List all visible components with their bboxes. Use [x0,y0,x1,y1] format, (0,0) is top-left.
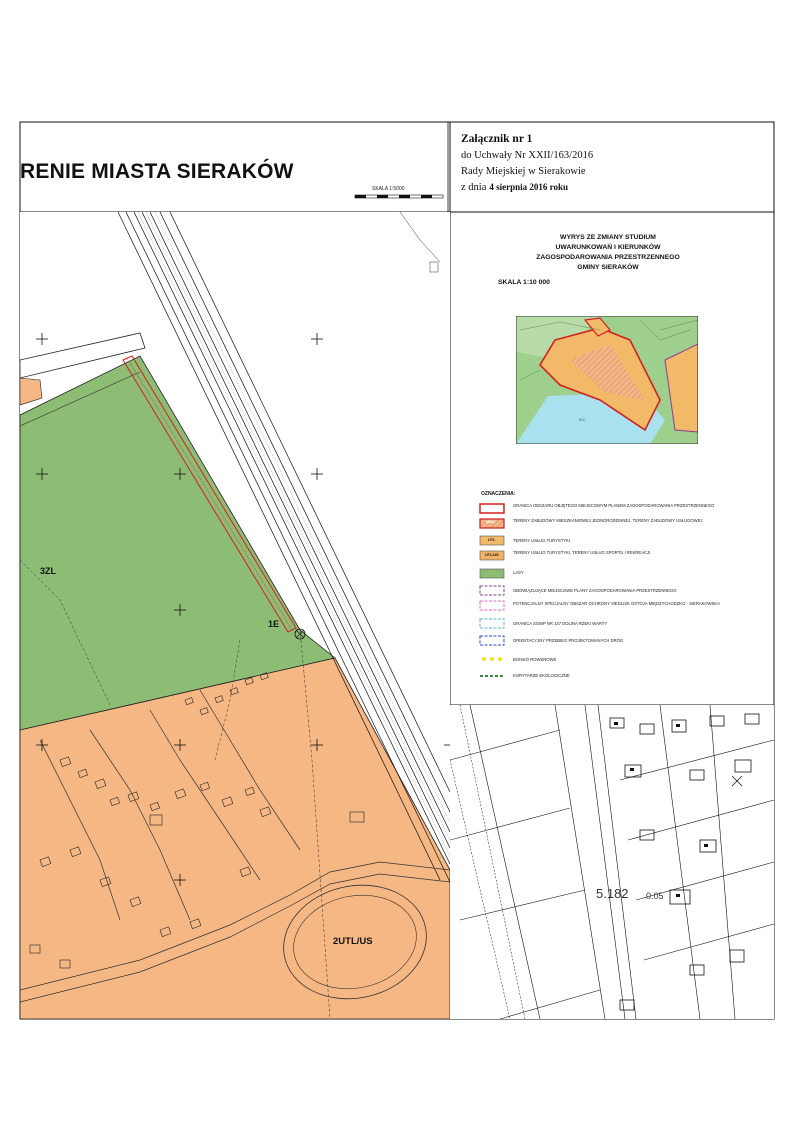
legend-text: LASY [513,570,524,575]
legend-item [480,535,750,549]
legend-code: UTL/US [485,553,499,557]
resolution-date [461,182,761,193]
date-prefix: z dnia [461,182,487,193]
legend-item [480,588,750,602]
map-title: RENIE MIASTA SIERAKÓW [20,160,294,183]
small-scale-bar [355,195,443,198]
legend-text: GRANICA SOWP NR 147 DOLINA RZEKI WARTY [513,621,608,626]
legend-item [480,621,750,635]
legend-title: OZNACZENIA: [481,491,516,497]
inset-map [516,316,698,444]
extract-line-4: GMINY SIERAKÓW [577,264,639,271]
legend-item [480,518,750,532]
infra-label: 1E [268,619,280,629]
legend-text: POTENCJALNY SPECJALNY OBSZAR OCHRONY SIEDLISK OSTOJA MIĘDZYCHODZKO - SIERAKOWSKA [513,601,721,606]
annex-header [461,133,761,198]
coordinate-tail-label: 0.05 [646,891,664,901]
extract-scale: SKALA 1:10 000 [498,279,550,286]
legend-item [480,601,750,615]
legend-text: TERENY USŁUG TURYSTYKI, TERENY USŁUG SPORTU I REKREACJI [513,550,651,555]
legend-item [480,570,750,584]
legend-text: OBOWIĄZUJĄCE MIEJSCOWE PLANY ZAGOSPODAROWANIA PRZESTRZENNEGO [513,588,677,593]
extract-title [510,233,706,273]
extract-line-2: UWARUNKOWAŃ I KIERUNKÓW [555,244,661,251]
extract-line-1: WYRYS ZE ZMIANY STUDIUM [560,234,656,241]
date-value: 4 sierpnia 2016 roku [489,182,568,192]
legend-item [480,657,750,671]
resolution-number: do Uchwały Nr XXII/163/2016 [461,150,594,161]
legend-item [480,673,750,687]
legend-code: MN/U [486,520,495,524]
extract-line-3: ZAGOSPODAROWANIA PRZESTRZENNEGO [536,254,680,261]
legend-text: KORYTARZE EKOLOGICZNE [513,673,570,678]
legend-text: ORIENTACYJNY PRZEBIEG PROJEKTOWANYCH DRÓG [513,638,624,643]
legend-item [480,503,750,517]
council-name: Rady Miejskiej w Sierakowie [461,166,586,177]
legend-code: UTL [488,538,496,542]
legend-item [480,550,750,564]
forest-zone-label: 3ZL [40,566,57,576]
main-map [20,212,456,1019]
annex-number: Załącznik nr 1 [461,133,533,145]
small-scale-label: SKALA 1:5000 [372,186,405,192]
legend-text: TERENY USŁUG TURYSTYKI [513,538,571,543]
coordinate-label: 5.182 [596,886,629,901]
inset-lake-label: JEZ. [578,417,587,422]
legend-text: GRANICA OBSZARU OBJĘTEGO MIEJSCOWYM PLANEM ZAGOSPODAROWANIA PRZESTRZENNEGO [513,503,715,508]
legend-text: TERENY ZABUDOWY MIESZKANIOWEJ JEDNORODZINNEJ, TERENY ZABUDOWY USŁUGOWEJ [513,518,703,523]
legend-text: BOISKO ROWEROWE [513,657,557,662]
cadastral-map [450,705,774,1019]
sport-zone-label: 2UTL/US [333,936,373,947]
legend-item [480,638,750,652]
